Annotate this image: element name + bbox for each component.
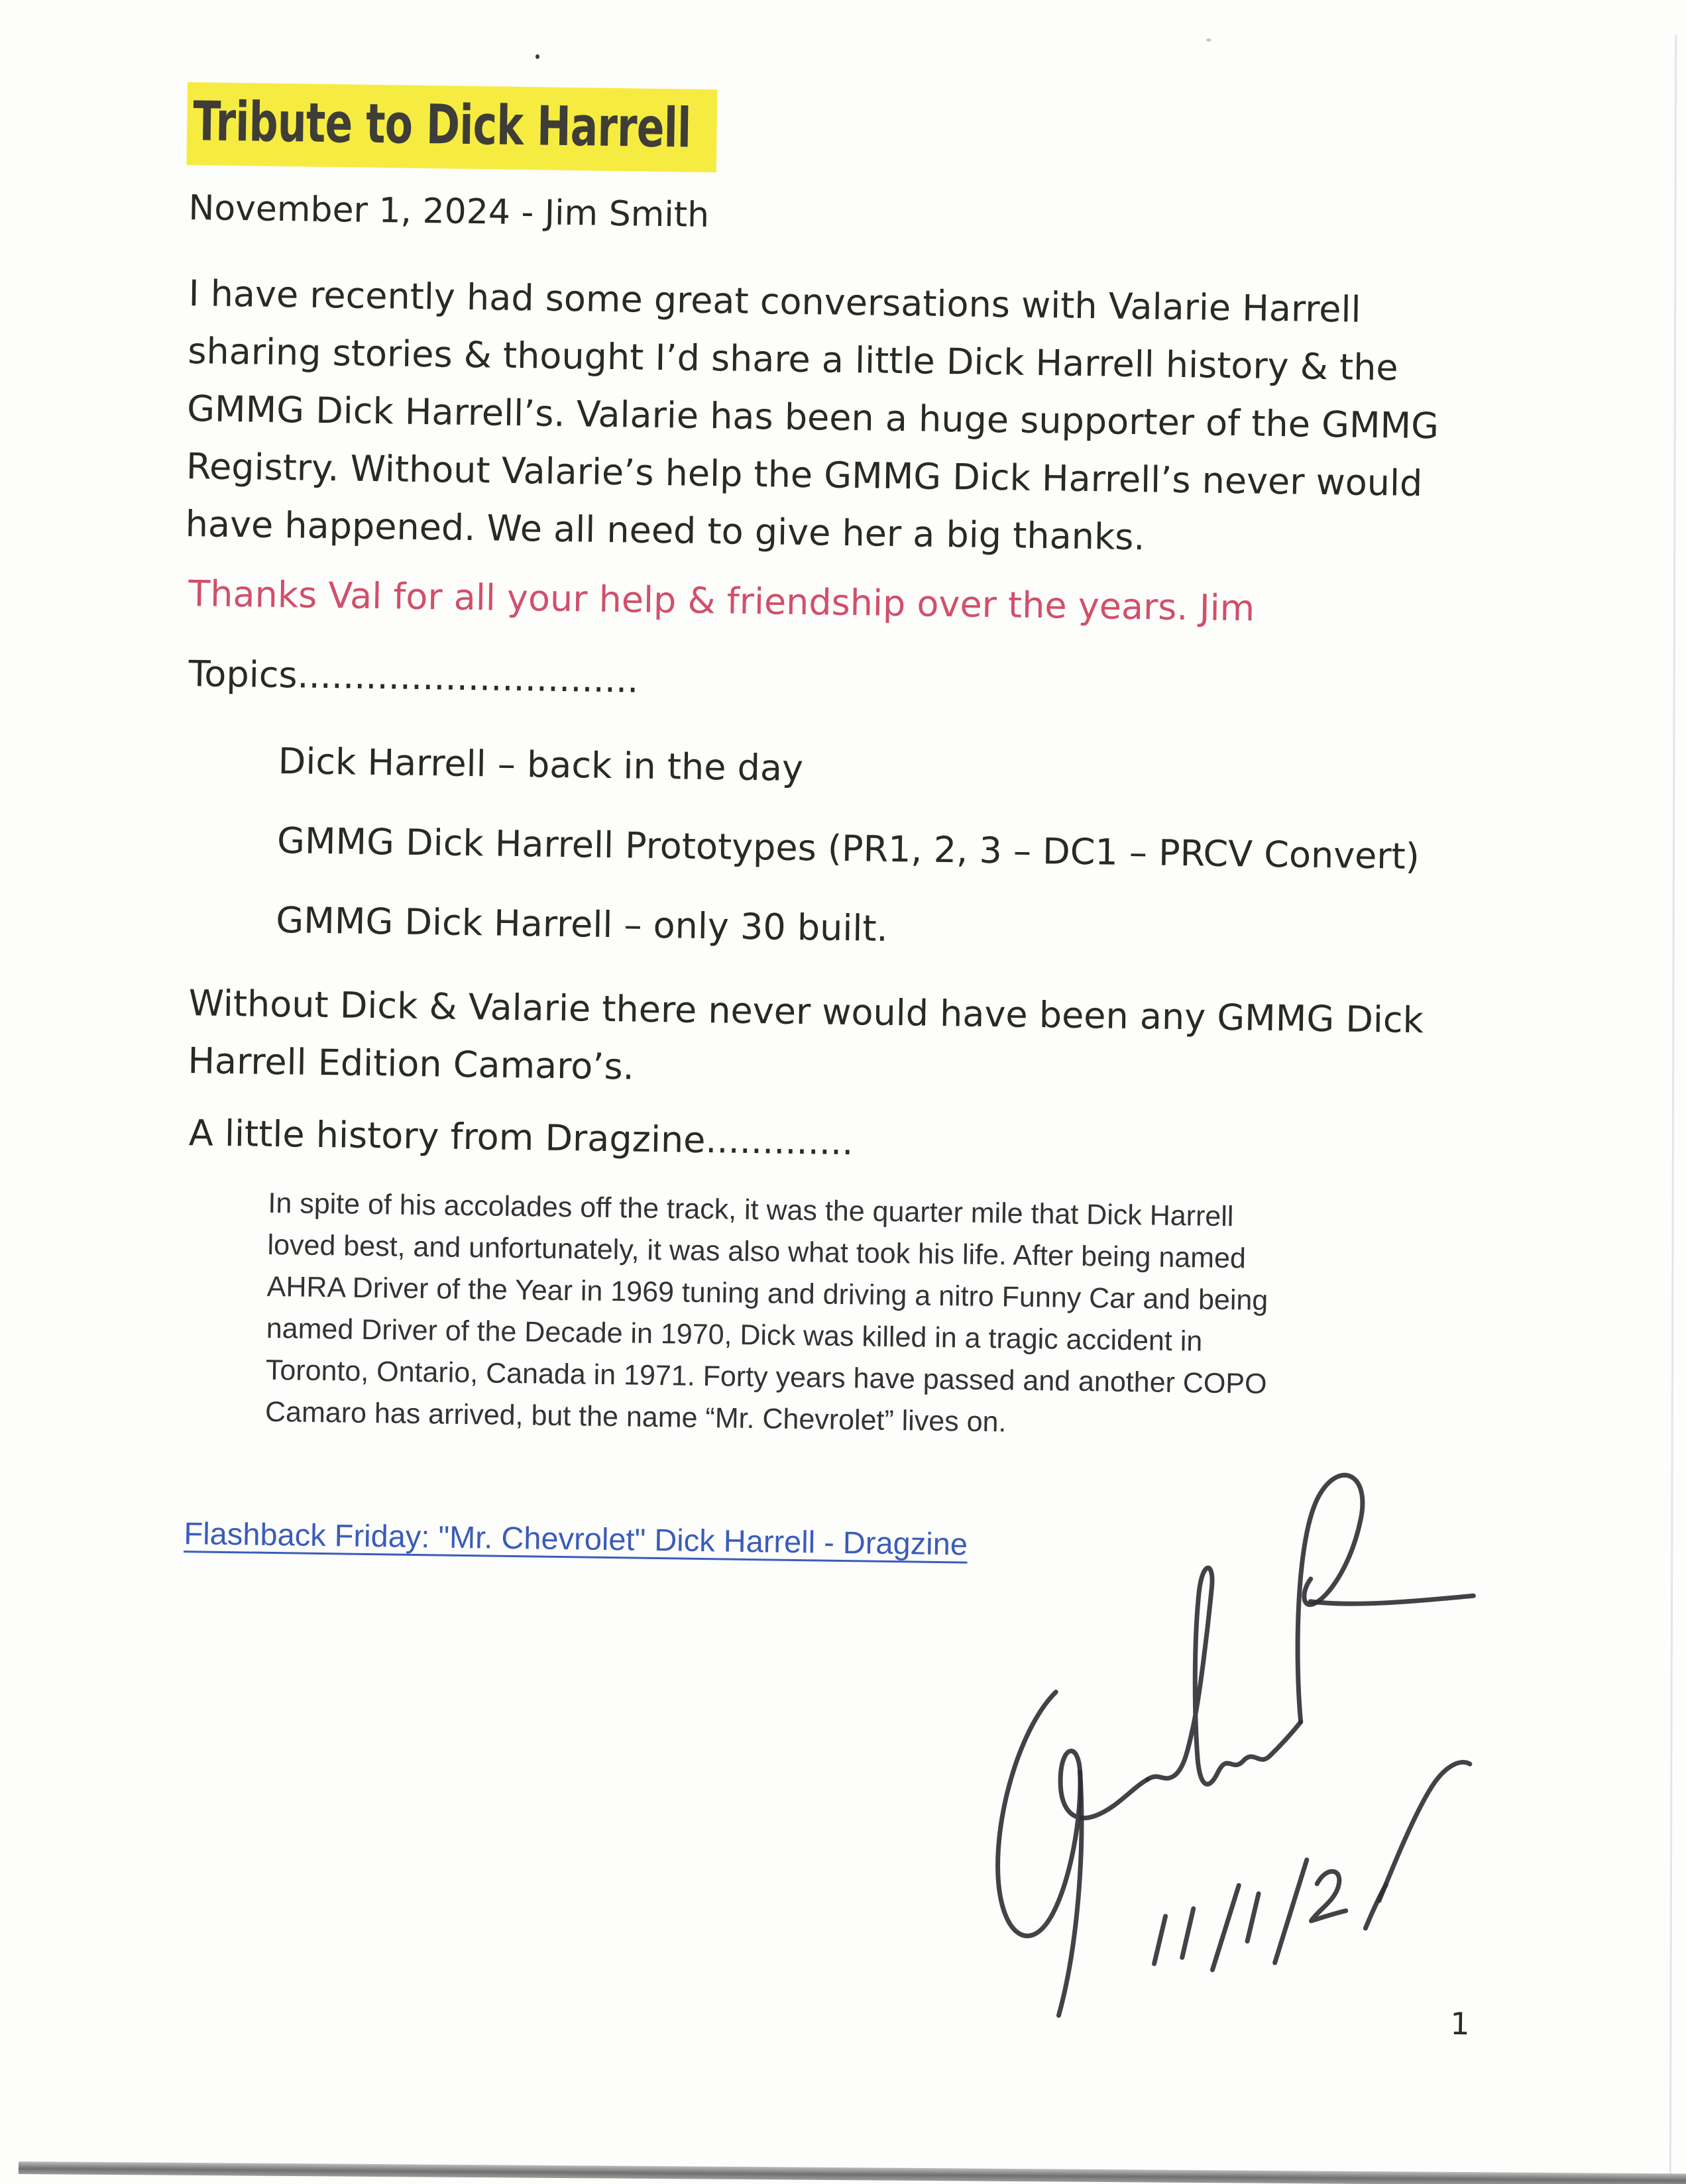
handwritten-signature (993, 1458, 1557, 2036)
dragzine-quote: In spite of his accolades off the track, it was the quarter mile that Dick Harrell loved best, and unfortunately, it was also what took his life. After being named AHRA Driver of the Year in 1969 tuning and driving a nitro Funny Car and being named Driver of the Decade in 1970, Dick was killed in a tragic accident in Toronto, Ontario, Canada in 1971. Forty years have passed and another COPO Camaro has arrived, but the name “Mr. Chevrolet” lives on. (264, 1187, 1268, 1439)
scan-speck (1206, 38, 1211, 42)
topic-item-back-in-the-day: Dick Harrell – back in the day (278, 739, 804, 790)
scan-speck (535, 54, 539, 59)
byline: November 1, 2024 - Jim Smith (188, 188, 710, 235)
without-paragraph: Without Dick & Valarie there never would have been any GMMG Dick Harrell Edition Camaro’s. (188, 982, 1424, 1088)
dragzine-article-link[interactable]: Flashback Friday: "Mr. Chevrolet" Dick Harrell - Dragzine (184, 1515, 968, 1562)
topics-heading: Topics.............................. (188, 653, 639, 701)
signature-scrawl (995, 1470, 1475, 2021)
topic-item-prototypes: GMMG Dick Harrell Prototypes (PR1, 2, 3 – DC1 – PRCV Convert) (276, 819, 1420, 878)
highlighted-title-text: Tribute to Dick Harrell (186, 82, 717, 172)
topics-list (275, 737, 1421, 991)
thanks-note: Thanks Val for all your help & friendship over the years. Jim (188, 573, 1255, 629)
signature-date-scrawl (1154, 1758, 1469, 1973)
history-heading: A little history from Dragzine............. (188, 1112, 854, 1164)
intro-paragraph: I have recently had some great conversations with Valarie Harrell sharing stories & thought I’d share a little Dick Harrell history & the GMMG Dick Harrell’s. Valarie has been a huge supporter of the GMMG Registry. Without Valarie’s help the GMMG Dick Harrell’s never would have happened. We all need to give her a big thanks. (185, 272, 1439, 559)
page-number: 1 (1449, 2005, 1471, 2042)
page-title (186, 82, 717, 172)
topic-item-only-30-built: GMMG Dick Harrell – only 30 built. (276, 899, 889, 950)
